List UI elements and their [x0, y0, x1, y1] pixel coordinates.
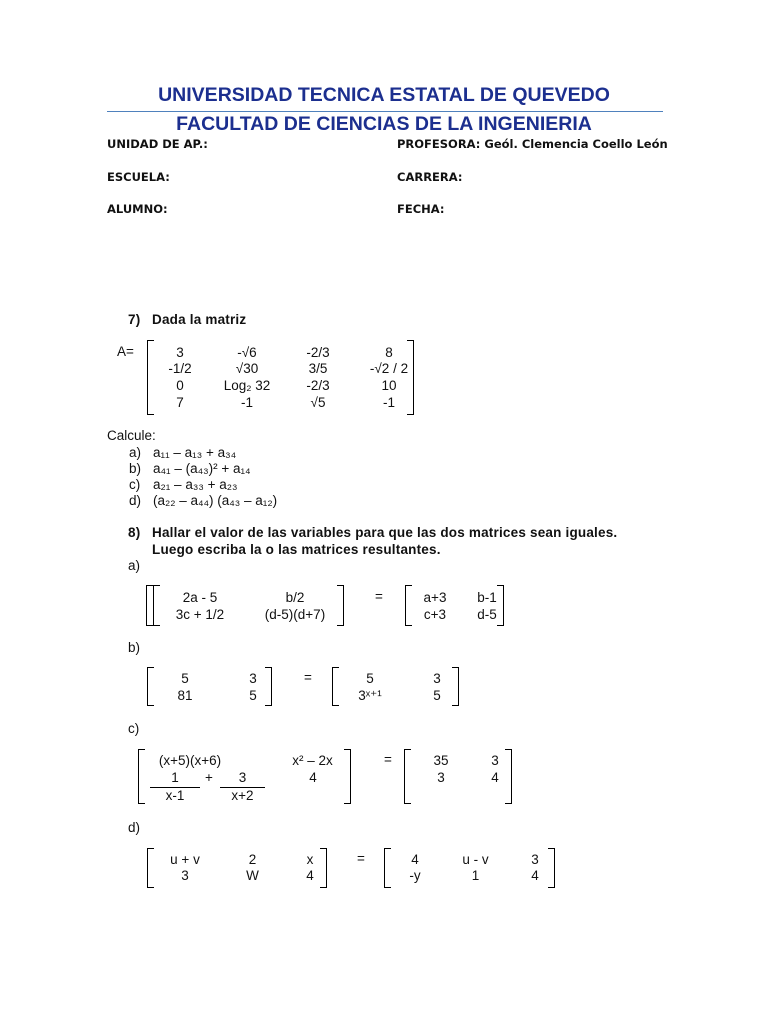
matrix-cell: -y: [409, 868, 421, 883]
matrix-cell: -√2 / 2: [369, 361, 409, 376]
matrix-cell: 3: [249, 671, 257, 686]
matrix-cell: -2/3: [306, 378, 330, 393]
carrera-label: CARRERA:: [397, 170, 463, 184]
item-expression: a₄₁ – (a₄₃)² + a₁₄: [153, 461, 251, 476]
matrix-cell: √30: [235, 361, 259, 376]
matrix-cell: 1: [471, 868, 480, 883]
part-b-label: b): [128, 640, 141, 655]
matrix-cell: x² – 2x: [292, 753, 333, 768]
matrix-cell: b/2: [285, 590, 305, 605]
equals-sign: =: [304, 670, 312, 685]
matrix-cell: 3: [176, 345, 184, 360]
q8-text-line1: Hallar el valor de las variables para que las dos matrices sean iguales.: [152, 525, 618, 540]
bracket: [404, 749, 411, 804]
item-label: b): [129, 461, 142, 476]
matrix-cell: 3: [181, 868, 189, 883]
fraction-denominator: x+2: [231, 788, 254, 803]
matrix-cell: u + v: [170, 852, 200, 867]
matrix-cell: x: [306, 852, 314, 867]
q8-number: 8): [128, 525, 141, 540]
matrix-cell: 5: [249, 688, 257, 703]
matrix-cell: 5: [433, 688, 441, 703]
matrix-cell: 4: [411, 852, 419, 867]
bracket: [147, 848, 154, 888]
equals-sign: =: [375, 589, 383, 604]
matrix-cell: 3/5: [308, 361, 328, 376]
matrix-cell: √5: [310, 395, 326, 410]
bracket: [138, 749, 145, 804]
q7-text: Dada la matriz: [152, 312, 247, 327]
matrix-cell: 7: [176, 395, 184, 410]
bracket: [332, 667, 339, 706]
matrix-cell: -1: [240, 395, 253, 410]
equals-sign: =: [384, 752, 392, 767]
matrix-cell: 5: [366, 671, 374, 686]
part-c-label: c): [128, 721, 140, 736]
matrix-cell: a+3: [423, 590, 447, 605]
matrix-cell: 35: [433, 753, 449, 768]
matrix-cell: c+3: [423, 607, 447, 622]
fecha-label: FECHA:: [397, 202, 445, 216]
fraction-numerator: 3: [238, 770, 247, 785]
matrix-cell: 10: [381, 378, 397, 393]
matrix-cell: 8: [385, 345, 393, 360]
matrix-cell: 81: [177, 688, 193, 703]
matrix-cell: 2a - 5: [182, 590, 218, 605]
matrix-cell: 5: [181, 671, 189, 686]
fraction-numerator: 1: [171, 770, 179, 785]
bracket: [337, 585, 344, 626]
item-label: a): [129, 445, 142, 460]
profesora-label: PROFESORA: Geól. Clemencia Coello León: [397, 137, 668, 151]
q8-text-line2: Luego escriba la o las matrices resultantes.: [152, 542, 441, 557]
part-a-label: a): [128, 558, 141, 573]
matrix-cell: b-1: [477, 590, 497, 605]
matrix-cell: 3c + 1/2: [175, 607, 225, 622]
matrix-cell: 3: [531, 852, 539, 867]
calcule-label: Calcule:: [107, 428, 156, 443]
escuela-label: ESCUELA:: [107, 170, 170, 184]
item-expression: a₁₁ – a₁₃ + a₃₄: [153, 445, 237, 460]
matrix-cell: 3: [437, 770, 445, 785]
matrix-cell: -1: [382, 395, 395, 410]
part-d-label: d): [128, 820, 141, 835]
faculty-title: FACULTAD DE CIENCIAS DE LA INGENIERIA: [176, 113, 592, 135]
header-divider: [107, 111, 663, 112]
bracket: [146, 585, 153, 626]
matrix-cell: W: [246, 868, 259, 883]
matrix-cell: (x+5)(x+6): [158, 753, 222, 768]
bracket: [147, 667, 154, 706]
fraction-denominator: x-1: [165, 788, 185, 803]
equals-sign: =: [357, 851, 365, 866]
item-label: c): [129, 477, 141, 492]
matrix-cell: 4: [491, 770, 499, 785]
matrix-cell: 4: [531, 868, 539, 883]
item-expression: a₂₁ – a₃₃ + a₂₃: [153, 477, 238, 492]
bracket: [153, 585, 160, 626]
unidad-label: UNIDAD DE AP.:: [107, 137, 208, 151]
matrix-cell: -2/3: [306, 345, 330, 360]
matrix-a-label: A=: [117, 344, 134, 359]
plus-sign: +: [205, 770, 213, 785]
matrix-cell: 3: [491, 753, 499, 768]
bracket: [384, 848, 391, 888]
q7-number: 7): [128, 312, 141, 327]
matrix-cell: 0: [176, 378, 184, 393]
matrix-cell: d-5: [477, 607, 497, 622]
matrix-cell: 2: [248, 852, 257, 867]
matrix-cell: -1/2: [168, 361, 192, 376]
matrix-cell: Log₂ 32: [223, 378, 271, 393]
alumno-label: ALUMNO:: [107, 202, 168, 216]
matrix-cell: 4: [306, 868, 314, 883]
matrix-cell: (d-5)(d+7): [264, 607, 326, 622]
university-title: UNIVERSIDAD TECNICA ESTATAL DE QUEVEDO: [158, 84, 610, 106]
matrix-cell: u - v: [462, 852, 489, 867]
matrix-cell: 3: [433, 671, 441, 686]
matrix-cell: 3ˣ⁺¹: [358, 688, 382, 703]
item-label: d): [129, 493, 142, 508]
item-expression: (a₂₂ – a₄₄) (a₄₃ – a₁₂): [153, 493, 278, 508]
matrix-cell: 4: [309, 770, 317, 785]
matrix-cell: -√6: [237, 345, 257, 360]
